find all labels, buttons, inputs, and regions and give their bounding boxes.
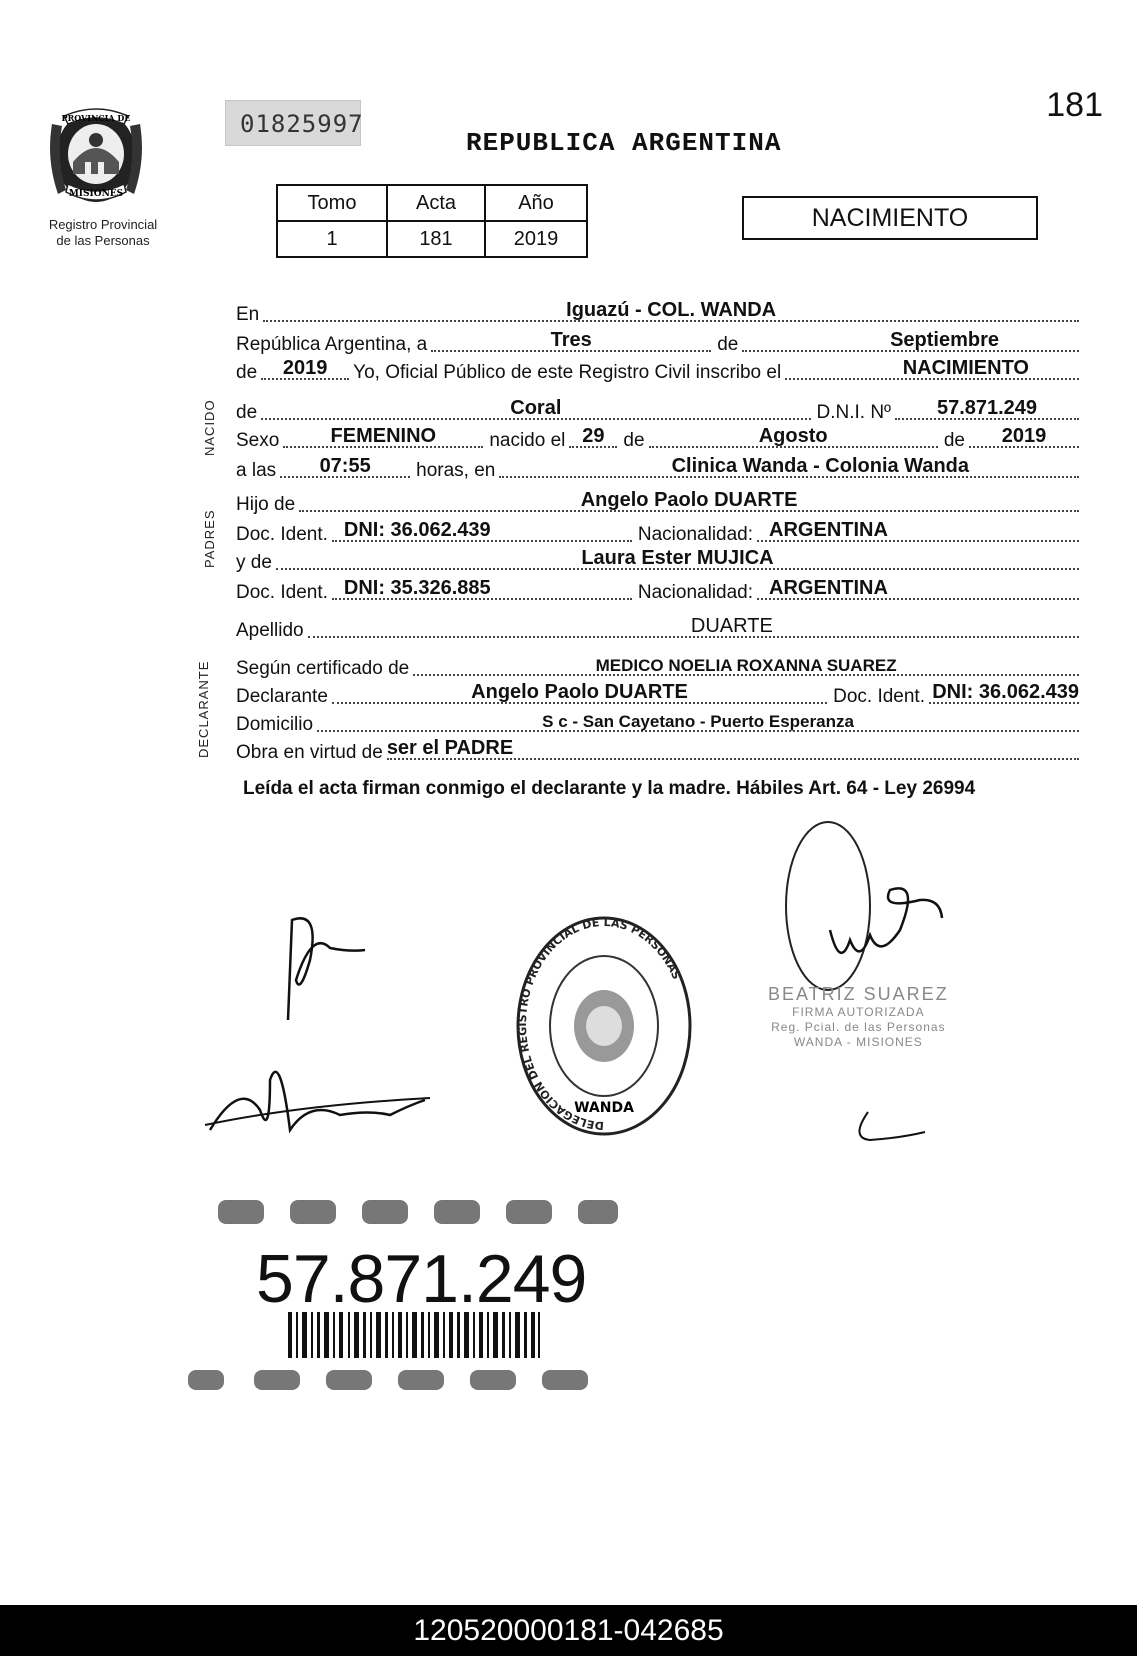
value-declarante: Angelo Paolo DUARTE [471, 681, 688, 703]
signature-mark-icon [850, 1108, 930, 1148]
label-yde: y de [236, 552, 272, 573]
label-padre-nacionalidad: Nacionalidad: [637, 524, 754, 545]
serial-stamp: 01825997 [225, 100, 361, 146]
label-apellido: Apellido [236, 620, 304, 641]
value-hora: 07:55 [319, 455, 371, 477]
closing-statement: Leída el acta firman conmigo el declarante y la madre. Hábiles Art. 64 - Ley 26994 [243, 778, 976, 799]
value-padre-doc: DNI: 36.062.439 [343, 519, 491, 541]
authority-name: BEATRIZ SUAREZ [768, 984, 949, 1004]
value-nombre: Coral [510, 397, 562, 419]
signature-declarante-icon [200, 900, 440, 1160]
value-madre-nacionalidad: ARGENTINA [769, 577, 888, 599]
value-anio: 2019 [282, 357, 328, 379]
value-inscripcion: NACIMIENTO [902, 357, 1029, 379]
label-madre-nacionalidad: Nacionalidad: [637, 582, 754, 603]
value-anio: 2019 [485, 221, 587, 257]
label-anio-prefix: de [236, 362, 258, 383]
label-certificado: Según certificado de [236, 658, 410, 679]
barcode-dni-number: 57.871.249 [256, 1241, 587, 1317]
value-nacido-dia: 29 [582, 425, 605, 447]
logo-caption-line2: de las Personas [56, 233, 150, 248]
footer-code-bar: 120520000181-042685 [0, 1605, 1137, 1656]
authority-line3: WANDA - MISIONES [793, 1035, 923, 1049]
authority-line2: Reg. Pcial. de las Personas [771, 1020, 946, 1034]
label-madre-doc: Doc. Ident. [236, 582, 328, 603]
province-seal-icon [38, 104, 168, 212]
signature-official-icon [770, 820, 970, 1000]
value-padre-nacionalidad: ARGENTINA [769, 519, 888, 541]
value-lugar-nacimiento: Clinica Wanda - Colonia Wanda [671, 455, 969, 477]
value-apellido: DUARTE [690, 615, 773, 637]
seal-outer-text: DELEGACIÓN DEL REGISTRO PROVINCIAL DE LAS PERSONAS [516, 915, 684, 1133]
label-nacido-de: de [623, 430, 645, 451]
value-declarante-doc: DNI: 36.062.439 [932, 681, 1079, 703]
row-en [236, 296, 1079, 326]
label-horas-en: horas, en [416, 460, 496, 481]
label-declarante-doc: Doc. Ident. [833, 686, 925, 707]
value-dia-texto: Tres [550, 329, 592, 351]
value-domicilio: S c - San Cayetano - Puerto Esperanza [542, 712, 854, 731]
row-sexo [236, 422, 1079, 452]
row-hijo [236, 486, 1079, 516]
seal-top-text: PROVINCIA DE [61, 113, 131, 123]
label-nombre: de [236, 402, 258, 423]
label-hijo: Hijo de [236, 494, 296, 515]
row-madre-doc [236, 574, 1079, 604]
row-domicilio [236, 706, 1079, 736]
page-number: 181 [1046, 86, 1103, 124]
value-madre-doc: DNI: 35.326.885 [343, 577, 491, 599]
label-dni: D.N.I. Nº [816, 402, 891, 423]
row-apellido [236, 612, 1079, 642]
label-declarante: Declarante [236, 686, 328, 707]
value-tomo: 1 [277, 221, 387, 257]
row-obra [236, 734, 1079, 764]
register-table [276, 184, 588, 258]
seal-bottom-text: WANDA [574, 1100, 634, 1116]
header-anio: Año [485, 185, 587, 221]
value-sexo: FEMENINO [330, 425, 437, 447]
side-label-declarante: DECLARANTE [196, 660, 211, 758]
row-madre [236, 544, 1079, 574]
row-republica [236, 326, 1079, 356]
label-padre-doc: Doc. Ident. [236, 524, 328, 545]
label-de-mes: de [717, 334, 739, 355]
authority-line1: FIRMA AUTORIZADA [792, 1005, 925, 1019]
country-title: REPUBLICA ARGENTINA [466, 128, 782, 158]
header-acta: Acta [387, 185, 485, 221]
label-oficial: Yo, Oficial Público de este Registro Civil inscribo el [353, 362, 782, 383]
header-tomo: Tomo [277, 185, 387, 221]
value-nacido-mes: Agosto [758, 425, 828, 447]
delegation-seal-icon [512, 912, 696, 1140]
registry-logo [38, 104, 168, 249]
value-acta: 181 [387, 221, 485, 257]
value-certificado: MEDICO NOELIA ROXANNA SUAREZ [595, 656, 897, 675]
label-nacido: nacido el [489, 430, 566, 451]
record-type-box: NACIMIENTO [742, 196, 1038, 240]
value-mes-texto: Septiembre [890, 329, 999, 351]
row-declarante [236, 678, 1079, 708]
label-en: En [236, 304, 260, 325]
seal-bottom-text: MISIONES [68, 189, 124, 199]
authority-stamp [768, 984, 949, 1050]
row-anio [236, 354, 1079, 384]
value-padre: Angelo Paolo DUARTE [580, 489, 798, 511]
value-madre: Laura Ester MUJICA [581, 547, 774, 569]
label-nacido-anio: de [943, 430, 965, 451]
value-dni: 57.871.249 [936, 397, 1038, 419]
row-padre-doc [236, 516, 1079, 546]
row-hora [236, 452, 1079, 482]
row-nombre [236, 394, 1079, 424]
side-label-nacido: NACIDO [202, 399, 217, 456]
logo-caption-line1: Registro Provincial [48, 217, 158, 232]
value-lugar: Iguazú - COL. WANDA [566, 299, 777, 321]
label-obra: Obra en virtud de [236, 742, 383, 763]
side-label-padres: PADRES [202, 509, 217, 568]
value-obra: ser el PADRE [386, 737, 514, 759]
row-certificado [236, 650, 1079, 680]
label-domicilio: Domicilio [236, 714, 314, 735]
label-hora: a las [236, 460, 277, 481]
label-sexo: Sexo [236, 430, 280, 451]
label-republica: República Argentina, a [236, 334, 428, 355]
value-nacido-anio: 2019 [1001, 425, 1047, 447]
